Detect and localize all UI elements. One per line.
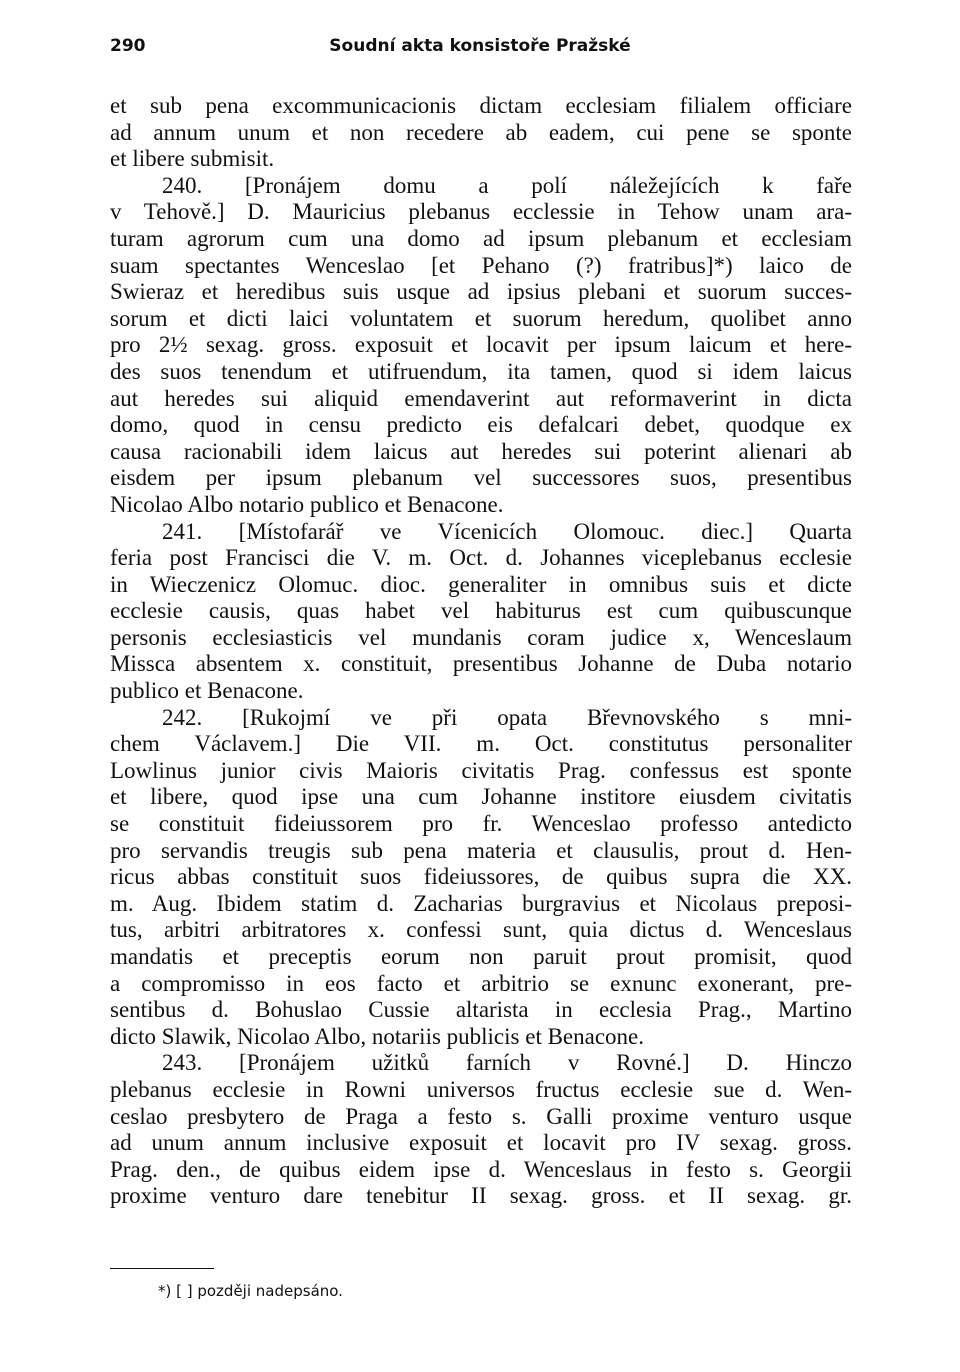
text-line: ecclesie causis, quas habet vel habiturus est cum quibuscunque bbox=[110, 598, 852, 624]
text-line: et sub pena excommunicacionis dictam ecclesiam filialem officiare bbox=[110, 93, 852, 118]
entry-heading-line: 242. [Rukojmí ve při opata Břevnovského s mni- bbox=[162, 704, 852, 730]
text-line: des suos tenendum et utifruendum, ita tamen, quod si idem laicus bbox=[110, 358, 852, 384]
entry-heading-line: 240. [Pronájem domu a polí náležejících k faře bbox=[162, 172, 852, 198]
body-text bbox=[110, 93, 852, 1210]
text-line: dicto Slawik, Nicolao Albo, notariis publicis et Benacone. bbox=[110, 1023, 645, 1049]
entry-heading-line: 243. [Pronájem užitků farních v Rovné.] D. Hinczo bbox=[162, 1050, 852, 1076]
entry-heading-line: 241. [Místofarář ve Vícenicích Olomouc. diec.] Quarta bbox=[162, 518, 852, 544]
text-line: et libere submisit. bbox=[110, 146, 275, 172]
text-line: tus, arbitri arbitratores x. confessi sunt, quia dictus d. Wenceslaus bbox=[110, 917, 852, 943]
text-line: pro 2½ sexag. gross. exposuit et locavit per ipsum laicum et here- bbox=[110, 332, 852, 358]
text-line: et libere, quod ipse una cum Johanne institore eiusdem civitatis bbox=[110, 784, 852, 810]
text-line: Prag. den., de quibus eidem ipse d. Wenceslaus in festo s. Georgii bbox=[110, 1156, 852, 1182]
page-number: 290 bbox=[110, 36, 146, 56]
text-line: se constituit fideiussorem pro fr. Wenceslao professo antedicto bbox=[110, 811, 852, 837]
text-line: eisdem per ipsum plebanum vel successores suos, presentibus bbox=[110, 465, 852, 491]
footnote: *) [ ] později nadepsáno. bbox=[158, 1282, 343, 1300]
text-line: chem Václavem.] Die VII. m. Oct. constitutus personaliter bbox=[110, 731, 852, 757]
text-line: Lowlinus junior civis Maioris civitatis Prag. confessus est sponte bbox=[110, 757, 852, 783]
text-line: aut heredes sui aliquid emendaverint aut reformaverint in dicta bbox=[110, 385, 852, 411]
text-line: plebanus ecclesie in Rowni universos fructus ecclesie sue d. Wen- bbox=[110, 1076, 852, 1102]
text-line: ad annum unum et non recedere ab eadem, cui pene se sponte bbox=[110, 119, 852, 145]
text-line: m. Aug. Ibidem statim d. Zacharias burgravius et Nicolaus preposi- bbox=[110, 890, 852, 916]
running-title: Soudní akta konsistoře Pražské bbox=[329, 36, 631, 56]
text-line: sentibus d. Bohuslao Cussie altarista in ecclesia Prag., Martino bbox=[110, 997, 852, 1023]
text-line: sorum et dicti laici voluntatem et suorum heredum, quolibet anno bbox=[110, 305, 852, 331]
text-line: domo, quod in censu predicto eis defalcari debet, quodque ex bbox=[110, 412, 852, 438]
text-line: a compromisso in eos facto et arbitrio se exnunc exonerant, pre- bbox=[110, 970, 852, 996]
text-line: proxime venturo dare tenebitur II sexag. gross. et II sexag. gr. bbox=[110, 1183, 852, 1209]
text-line: suam spectantes Wenceslao [et Pehano (?) fratribus]*) laico de bbox=[110, 252, 852, 278]
text-line: mandatis et preceptis eorum non paruit prout promisit, quod bbox=[110, 944, 852, 969]
text-line: turam agrorum cum una domo ad ipsum plebanum et ecclesiam bbox=[110, 225, 852, 251]
text-line: ad unum annum inclusive exposuit et locavit pro IV sexag. gross. bbox=[110, 1130, 852, 1156]
text-line: feria post Francisci die V. m. Oct. d. Johannes viceplebanus ecclesie bbox=[110, 545, 852, 571]
text-line: in Wieczenicz Olomuc. dioc. generaliter in omnibus suis et dicte bbox=[110, 571, 852, 597]
text-line: ricus abbas constituit suos fideiussores, de quibus supra die XX. bbox=[110, 864, 852, 890]
text-line: Nicolao Albo notario publico et Benacone. bbox=[110, 491, 504, 517]
text-line: ceslao presbytero de Praga a festo s. Galli proxime venturo usque bbox=[110, 1103, 852, 1129]
text-line: causa racionabili idem laicus aut heredes sui poterint alienari ab bbox=[110, 438, 852, 464]
text-line: publico et Benacone. bbox=[110, 678, 304, 704]
text-line: Missca absentem x. constituit, presentibus Johanne de Duba notario bbox=[110, 651, 852, 677]
footnote-divider bbox=[110, 1268, 214, 1269]
text-line: v Tehově.] D. Mauricius plebanus ecclessie in Tehow unam ara- bbox=[110, 199, 852, 225]
text-line: Swieraz et heredibus suis usque ad ipsius plebani et suorum succes- bbox=[110, 279, 852, 305]
page-header bbox=[110, 36, 850, 60]
text-line: personis ecclesiasticis vel mundanis coram judice x, Wenceslaum bbox=[110, 624, 852, 650]
text-line: pro servandis treugis sub pena materia et clausulis, prout d. Hen- bbox=[110, 837, 852, 863]
